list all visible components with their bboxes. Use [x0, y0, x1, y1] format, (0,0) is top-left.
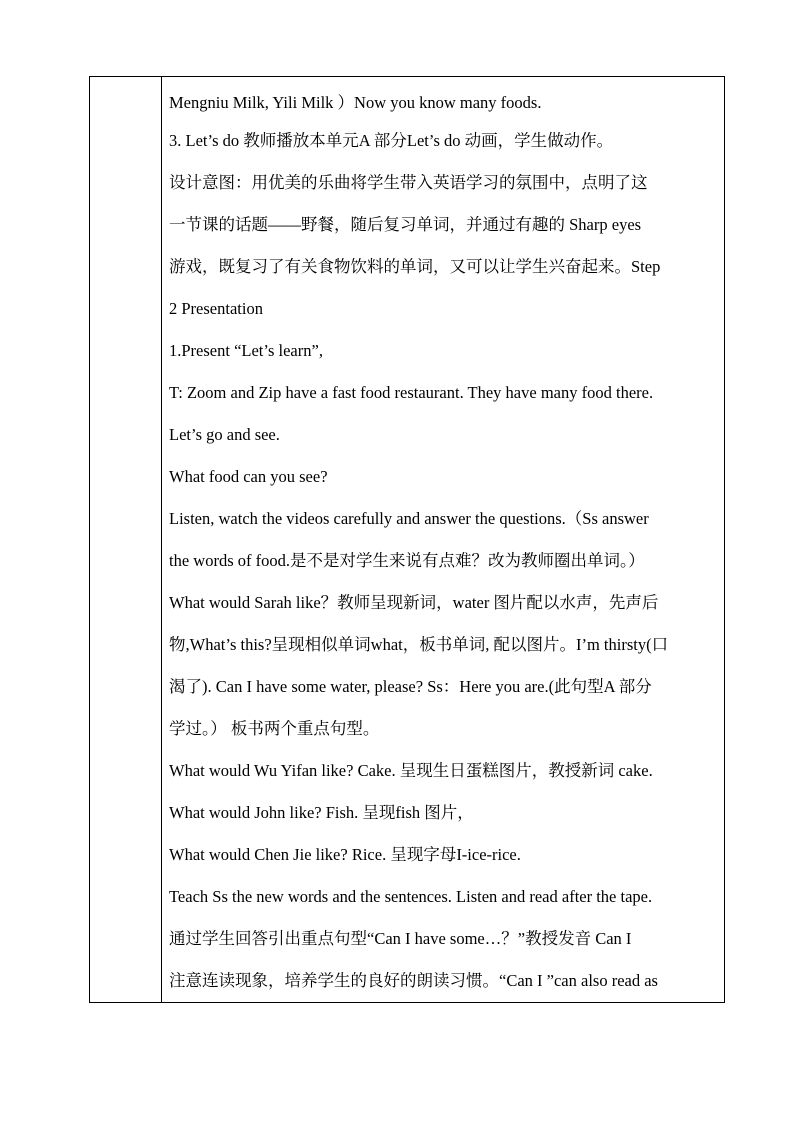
- text-line: What would Sarah like？教师呈现新词，water 图片配以水声，先声后: [169, 593, 659, 612]
- content-column-cell: [162, 77, 725, 1003]
- text-line: T: Zoom and Zip have a fast food restaurant. They have many food there.: [169, 383, 654, 402]
- text-line: Let’s go and see.: [169, 425, 280, 444]
- text-line: 3. Let’s do 教师播放本单元A 部分Let’s do 动画，学生做动作。: [169, 131, 614, 150]
- text-line: Teach Ss the new words and the sentences. Listen and read after the tape.: [169, 887, 653, 906]
- text-line: 一节课的话题——野餐，随后复习单词，并通过有趣的 Sharp eyes: [169, 215, 642, 234]
- text-line: What would Wu Yifan like? Cake. 呈现生日蛋糕图片，教授新词 cake.: [169, 761, 653, 780]
- label-column-cell: [90, 77, 162, 1003]
- text-line: 2 Presentation: [169, 299, 263, 318]
- text-line: 1.Present “Let’s learn”,: [169, 341, 323, 360]
- text-line: 通过学生回答引出重点句型“Can I have some…？”教授发音 Can I: [169, 929, 632, 948]
- text-line: 游戏，既复习了有关食物饮料的单词，又可以让学生兴奋起来。Step: [169, 257, 661, 276]
- text-line: What would John like? Fish. 呈现fish 图片，: [169, 803, 474, 822]
- text-line: 学过。） 板书两个重点句型。: [169, 719, 380, 738]
- text-line: 设计意图：用优美的乐曲将学生带入英语学习的氛围中，点明了这: [169, 173, 648, 192]
- table-row: [90, 77, 725, 1003]
- text-line: Mengniu Milk, Yili Milk ）Now you know many foods.: [169, 93, 542, 112]
- text-line: the words of food.是不是对学生来说有点难？改为教师圈出单词。）: [169, 551, 645, 570]
- text-line: 物,What’s this?呈现相似单词what，板书单词, 配以图片。I’m thirsty(口: [169, 635, 669, 654]
- text-line: What would Chen Jie like? Rice. 呈现字母I-ice-rice.: [169, 845, 521, 864]
- lesson-plan-table: [89, 76, 725, 1003]
- text-line: Listen, watch the videos carefully and answer the questions.（Ss answer: [169, 509, 649, 528]
- text-line: 渴了). Can I have some water, please? Ss：Here you are.(此句型A 部分: [169, 677, 652, 696]
- text-line: 注意连读现象，培养学生的良好的朗读习惯。“Can I ”can also read as: [169, 971, 658, 990]
- text-line: What food can you see?: [169, 467, 328, 486]
